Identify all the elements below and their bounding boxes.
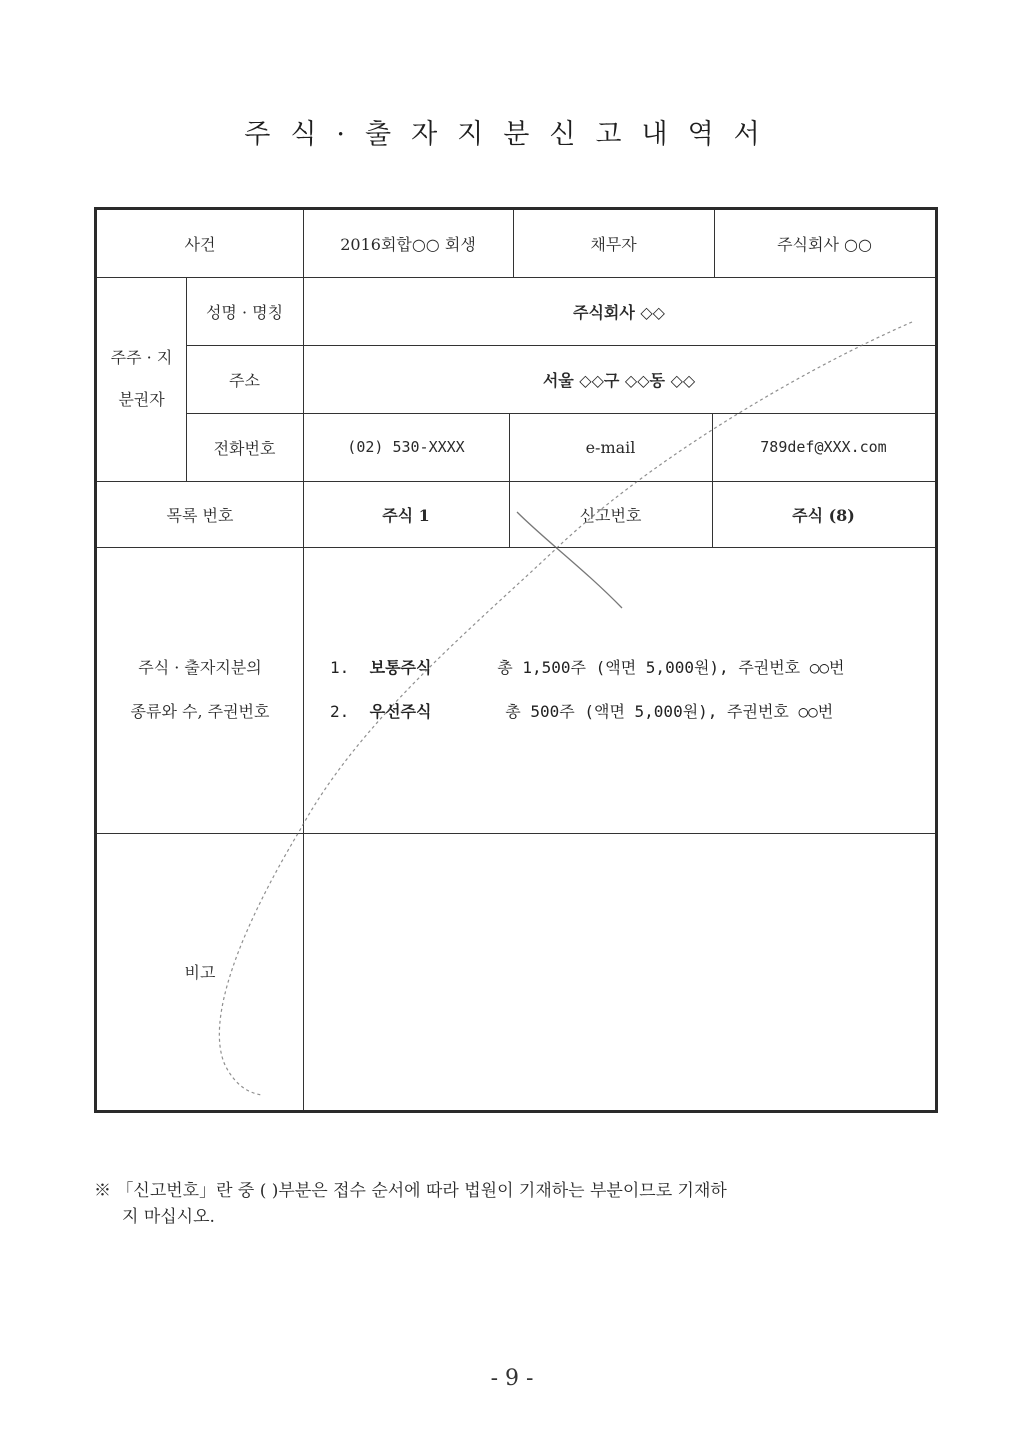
report-no-value: 주식 (8) [792,505,855,525]
share-item-kind: 보통주식 [369,658,432,677]
address-value: 서울 ◇◇구 ◇◇동 ◇◇ [542,370,696,390]
remarks-label: 비고 [184,963,216,982]
list-item [330,697,845,741]
holder-group-label-line2: 분권자 [118,390,165,409]
shares-list [330,653,845,741]
shares-label-line1: 주식 · 출자지분의 [138,658,262,677]
case-label: 사건 [184,235,216,254]
address-label: 주소 [229,370,260,390]
footnote [94,1178,944,1230]
share-item-detail: 총 1,500주 (액면 5,000원), 주권번호 ○○번 [497,658,845,677]
list-item [330,653,845,697]
list-no-value: 주식 1 [382,505,430,525]
name-label: 성명 · 명칭 [205,302,284,322]
share-item-kind: 우선주식 [369,702,432,721]
shares-label [97,547,303,833]
list-no-label: 목록 번호 [166,505,234,525]
remarks-value [303,833,935,1110]
debtor-label: 채무자 [590,235,637,254]
holder-group-label [97,277,186,481]
share-item-no: 1. [330,658,350,677]
report-no-label: 신고번호 [579,505,642,525]
email-label: e-mail [585,437,636,457]
page-number: - 9 - [490,1366,534,1391]
share-item-detail: 총 500주 (액면 5,000원), 주권번호 ○○번 [505,702,834,721]
share-item-no: 2. [330,702,350,721]
footnote-line2: 지 마십시오. [122,1207,215,1227]
phone-value: (02) 530-XXXX [347,438,465,456]
debtor-value: 주식회사 ○○ [777,235,872,254]
case-value: 2016회합○○ 회생 [340,235,476,254]
shares-label-line2: 종류와 수, 주권번호 [130,702,270,721]
footnote-line1: ※ 「신고번호」란 중 ( )부분은 접수 순서에 따라 법원이 기재하는 부분이므로 기재하 [94,1181,727,1201]
document-title: 주식·출자지분신고내역서 [244,119,780,150]
email-value: 789def@XXX.com [760,438,887,456]
phone-label: 전화번호 [213,438,276,458]
name-value: 주식회사 ◇◇ [572,302,665,322]
holder-group-label-line1: 주주 · 지 [110,348,173,367]
